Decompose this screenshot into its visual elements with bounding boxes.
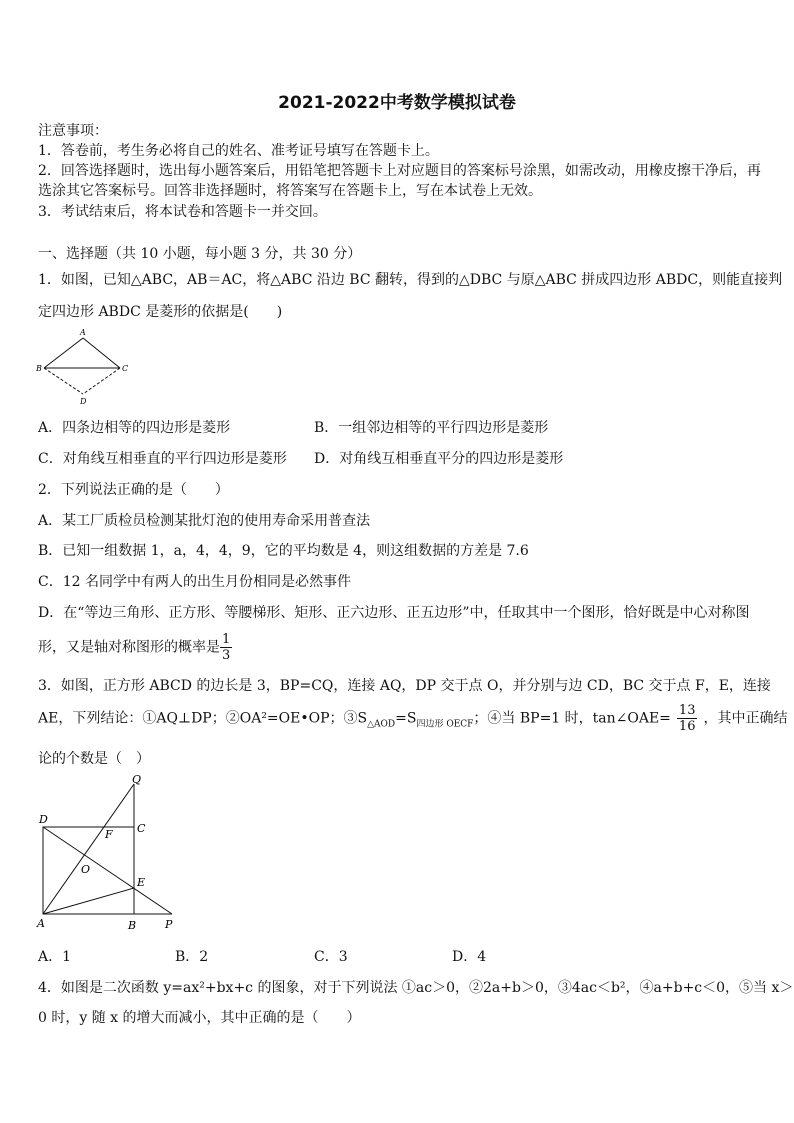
fraction-denominator: 16 [678,719,696,734]
point-label-b: B [36,364,42,373]
option-c: C．对角线互相垂直的平行四边形是菱形 [38,451,287,467]
notice-item: 2．回答选择题时，选出每小题答案后，用铅笔把答题卡上对应题目的答案标号涂黑，如需改动，用橡皮擦干净后，再 [38,163,761,179]
question-3-stem: 3．如图，正方形 ABCD 的边长是 3，BP=CQ，连接 AQ，DP 交于点 O，并分别与边 CD，BC 交于点 F，E，连接 [38,678,771,694]
option-b: B．已知一组数据 1，a，4，4，9，它的平均数是 4，则这组数据的方差是 7.6 [38,543,529,559]
point-label-f: F [105,828,113,841]
fraction-denominator: 3 [222,648,231,663]
point-label-p: P [165,918,173,931]
option-d: D．在“等边三角形、正方形、等腰梯形、矩形、正六边形、正五边形”中，任取其中一个图形，恰好既是中心对称图 [38,605,750,621]
fraction-numerator: 13 [678,703,696,718]
notice-item: 1．答卷前，考生务必将自己的姓名、准考证号填写在答题卡上。 [38,143,439,159]
point-label-c: C [137,822,146,835]
question-3-text: ；④当 BP=1 时，tan∠OAE= [473,710,671,727]
fraction [677,703,698,734]
question-2-stem: 2．下列说法正确的是（ ） [38,482,229,498]
point-label-d: D [39,813,48,826]
subscript: △AOD [367,719,396,730]
option-d: D．对角线互相垂直平分的四边形是菱形 [314,451,564,467]
question-1-stem-cont: 定四边形 ABDC 是菱形的依据是( ) [38,304,283,320]
option-c: C．12 名同学中有两人的出生月份相同是必然事件 [38,574,351,590]
point-label-a: A [37,917,45,930]
point-label-q: Q [132,774,142,786]
question-1-stem: 1．如图，已知△ABC，AB＝AC，将△ABC 沿边 BC 翻转，得到的△DBC 与原△ABC 拼成四边形 ABDC，则能直接判 [38,272,783,288]
point-label-o: O [81,863,91,876]
question-3-text: =S [395,710,417,727]
point-label-a: A [80,328,86,337]
point-label-e: E [137,876,146,889]
option-b: B．一组邻边相等的平行四边形是菱形 [314,420,549,436]
question-3-stem-end: 论的个数是（ ） [38,751,150,767]
section-heading: 一、选择题（共 10 小题，每小题 3 分，共 30 分） [38,246,362,262]
option-a: A．四条边相等的四边形是菱形 [38,420,231,436]
rhombus-figure [34,326,144,408]
option-a: A．1 [38,949,72,965]
square-figure [34,774,184,936]
fraction [220,632,232,663]
question-3-text: AE，下列结论：①AQ⊥DP；②OA²=OE•OP；③S [38,710,368,727]
option-a: A．某工厂质检员检测某批灯泡的使用寿命采用普查法 [38,513,371,529]
option-c: C．3 [314,949,348,965]
point-label-b: B [128,919,137,932]
page-title: 2021-2022中考数学模拟试卷 [278,93,516,113]
notice-item: 3．考试结束后，将本试卷和答题卡一并交回。 [38,204,327,220]
option-d-cont-text: 形，又是轴对称图形的概率是 [38,639,220,656]
option-d: D．4 [452,949,487,965]
point-label-d: D [80,397,87,406]
subscript: 四边形 OECF [416,719,474,730]
point-label-c: C [122,364,129,373]
question-3-stem-cont [38,703,787,734]
option-d-cont [38,632,232,663]
notice-heading: 注意事项： [38,123,108,139]
fraction-numerator: 1 [222,632,231,647]
notice-item: 选涂其它答案标号。回答非选择题时，将答案写在答题卡上，写在本试卷上无效。 [38,183,542,199]
question-4-stem: 4．如图是二次函数 y=ax²+bx+c 的图象，对于下列说法 ①ac＞0，②2a+b＞0，③4ac＜b²，④a+b+c＜0，⑤当 x＞ [38,980,794,996]
question-3-text: ，其中正确结 [703,710,788,727]
option-b: B．2 [175,949,209,965]
question-4-stem-cont: 0 时，y 随 x 的增大而减小，其中正确的是（ ） [38,1010,361,1026]
